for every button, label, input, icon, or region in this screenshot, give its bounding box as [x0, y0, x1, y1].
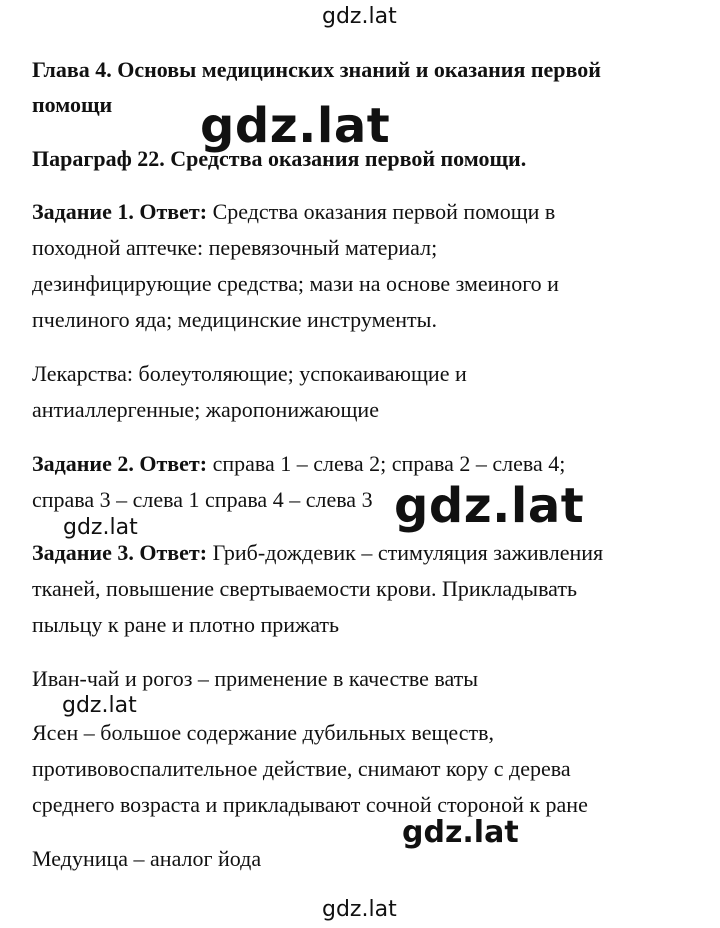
chapter-title-line-1: Глава 4. Основы медицинских знаний и оказания первой: [32, 57, 601, 82]
task-3-line-2: тканей, повышение свертываемости крови. Прикладывать: [32, 576, 578, 601]
watermark-left-2: gdz.lat: [62, 693, 137, 718]
task-3-line-6: противовоспалительное действие, снимают кору с дерева: [32, 756, 571, 781]
watermark-bottom: gdz.lat: [322, 897, 397, 922]
task-1-line-5: Лекарства: болеутоляющие; успокаивающие и: [32, 361, 467, 386]
task-1-line-3: дезинфицирующие средства; мази на основе змеиного и: [32, 271, 559, 296]
task-3-line-4: Иван-чай и рогоз – применение в качестве ваты: [32, 666, 479, 691]
watermark-big-3: gdz.lat: [402, 815, 519, 850]
task-1-label: Задание 1. Ответ:: [32, 199, 208, 224]
watermark-big-2: gdz.lat: [394, 478, 585, 534]
watermark-left-1: gdz.lat: [63, 515, 138, 540]
task-1-text: Средства оказания первой помощи в: [207, 199, 556, 224]
task-1-line-2: походной аптечке: перевязочный материал;: [32, 235, 438, 260]
watermark-top: gdz.lat: [322, 4, 397, 29]
paragraph-title: Параграф 22. Средства оказания первой помощи.: [32, 146, 527, 171]
chapter-title-line-2: помощи: [32, 92, 113, 117]
task-2-label: Задание 2. Ответ:: [32, 451, 208, 476]
watermark-big-1: gdz.lat: [200, 98, 391, 154]
task-3-label: Задание 3. Ответ:: [32, 540, 208, 565]
task-3-line-1: [32, 542, 603, 564]
task-3-line-5: Ясен – большое содержание дубильных веществ,: [32, 720, 494, 745]
task-3-line-8: Медуница – аналог йода: [32, 846, 262, 871]
task-2-line-2: справа 3 – слева 1 справа 4 – слева 3: [32, 487, 373, 512]
task-3-line-3: пыльцу к ране и плотно прижать: [32, 612, 340, 637]
task-3-line-7: среднего возраста и прикладывают сочной стороной к ране: [32, 792, 588, 817]
task-1-line-1: [32, 201, 555, 223]
task-2-line-1: [32, 453, 565, 475]
task-2-text: справа 1 – слева 2; справа 2 – слева 4;: [207, 451, 566, 476]
task-1-line-4: пчелиного яда; медицинские инструменты.: [32, 307, 437, 332]
task-1-line-6: антиаллергенные; жаропонижающие: [32, 397, 379, 422]
task-3-text: Гриб-дождевик – стимуляция заживления: [207, 540, 604, 565]
